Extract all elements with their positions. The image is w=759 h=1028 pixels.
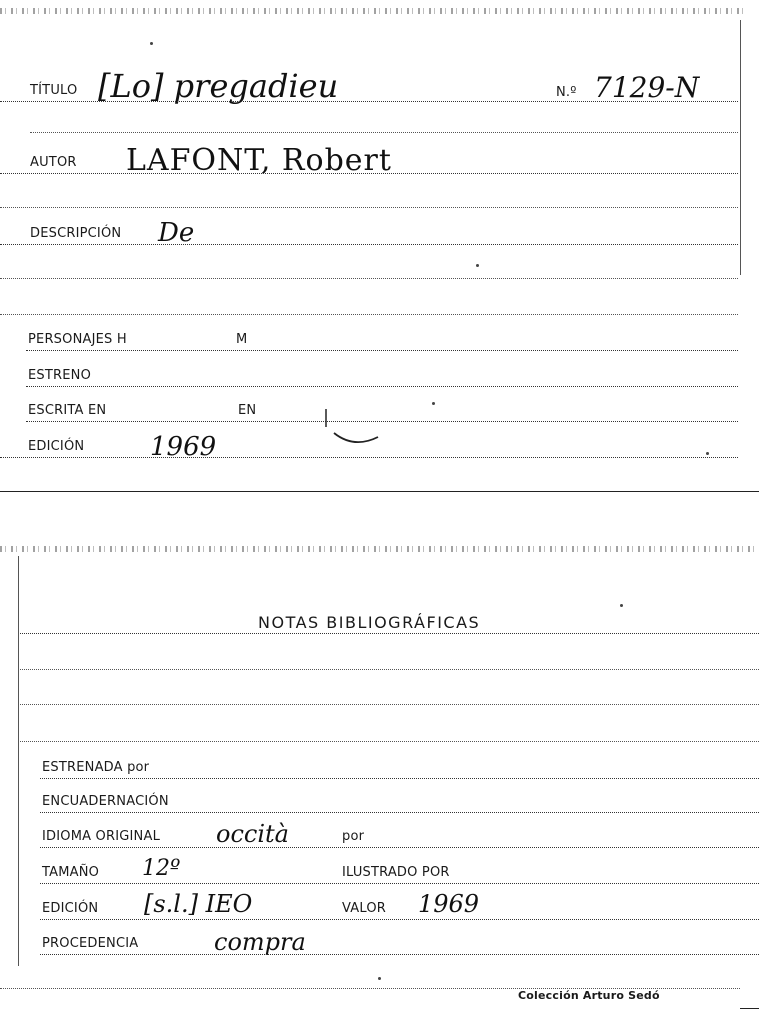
card2-scan-edge: [0, 546, 759, 552]
personajes-m-label: M: [236, 332, 248, 347]
blank-line-1: [30, 132, 738, 133]
footer-collection: Colección Arturo Sedó: [518, 989, 660, 1002]
tamano-label: TAMAÑO: [42, 865, 100, 880]
notas-line-1: [20, 633, 759, 634]
titulo-label: TÍTULO: [30, 83, 78, 98]
edicion2-label: EDICIÓN: [42, 901, 99, 916]
procedencia-label: PROCEDENCIA: [42, 936, 139, 951]
blank-line-4: [0, 314, 738, 315]
estrenada-label: ESTRENADA por: [42, 760, 150, 775]
scan-speck: [378, 977, 381, 980]
procedencia-value: compra: [214, 928, 306, 956]
personajes-label: PERSONAJES H: [28, 332, 127, 347]
encuadernacion-line: [40, 812, 759, 813]
edicion2-line: [40, 919, 759, 920]
numero-value: 7129-N: [594, 71, 700, 104]
ilustrado-label: ILUSTRADO POR: [342, 865, 450, 880]
scan-speck: [432, 402, 435, 405]
autor-value: LAFONT, Robert: [126, 143, 392, 178]
blank-line-3: [0, 278, 738, 279]
scan-speck: [476, 264, 479, 267]
scan-speck: [150, 42, 153, 45]
numero-label: N.º: [556, 85, 577, 100]
descripcion-value: De: [158, 218, 195, 248]
blank-line-2: [0, 207, 738, 208]
escrita-label: ESCRITA EN: [28, 403, 107, 418]
scan-speck: [706, 452, 709, 455]
estreno-label: ESTRENO: [28, 368, 92, 383]
idioma-value: occità: [216, 820, 289, 848]
footer-tick: [740, 1008, 759, 1009]
pen-stroke-mark: [320, 405, 390, 450]
card2-left-edge: [18, 556, 19, 966]
card1-bottom-edge: [0, 491, 759, 492]
edicion-label: EDICIÓN: [28, 439, 85, 454]
edicion-value: 1969: [150, 432, 217, 462]
scan-speck: [620, 604, 623, 607]
notas-line-2: [20, 669, 759, 670]
autor-label: AUTOR: [30, 155, 77, 170]
encuadernacion-label: ENCUADERNACIÓN: [42, 794, 169, 809]
valor-value: 1969: [418, 890, 480, 918]
edicion2-value: [s.l.] IEO: [144, 890, 253, 918]
descripcion-line: [0, 244, 738, 245]
titulo-value: [Lo] pregadieu: [98, 67, 339, 105]
idioma-por-label: por: [342, 829, 365, 844]
idioma-label: IDIOMA ORIGINAL: [42, 829, 161, 844]
card1-right-edge: [740, 20, 741, 275]
notas-heading: NOTAS BIBLIOGRÁFICAS: [258, 613, 481, 632]
notas-line-4: [20, 741, 759, 742]
descripcion-label: DESCRIPCIÓN: [30, 226, 122, 241]
estrenada-line: [40, 778, 759, 779]
escrita-en-label: EN: [238, 403, 257, 418]
autor-line: [0, 173, 738, 174]
estreno-line: [26, 386, 738, 387]
edicion-line: [0, 457, 738, 458]
valor-label: VALOR: [342, 901, 386, 916]
tamano-value: 12º: [142, 856, 181, 881]
top-scan-edge: [0, 8, 745, 14]
procedencia-line: [40, 954, 759, 955]
titulo-line: [0, 101, 738, 102]
tamano-line: [40, 883, 759, 884]
personajes-line: [26, 350, 738, 351]
notas-line-3: [20, 704, 759, 705]
idioma-line: [40, 847, 759, 848]
